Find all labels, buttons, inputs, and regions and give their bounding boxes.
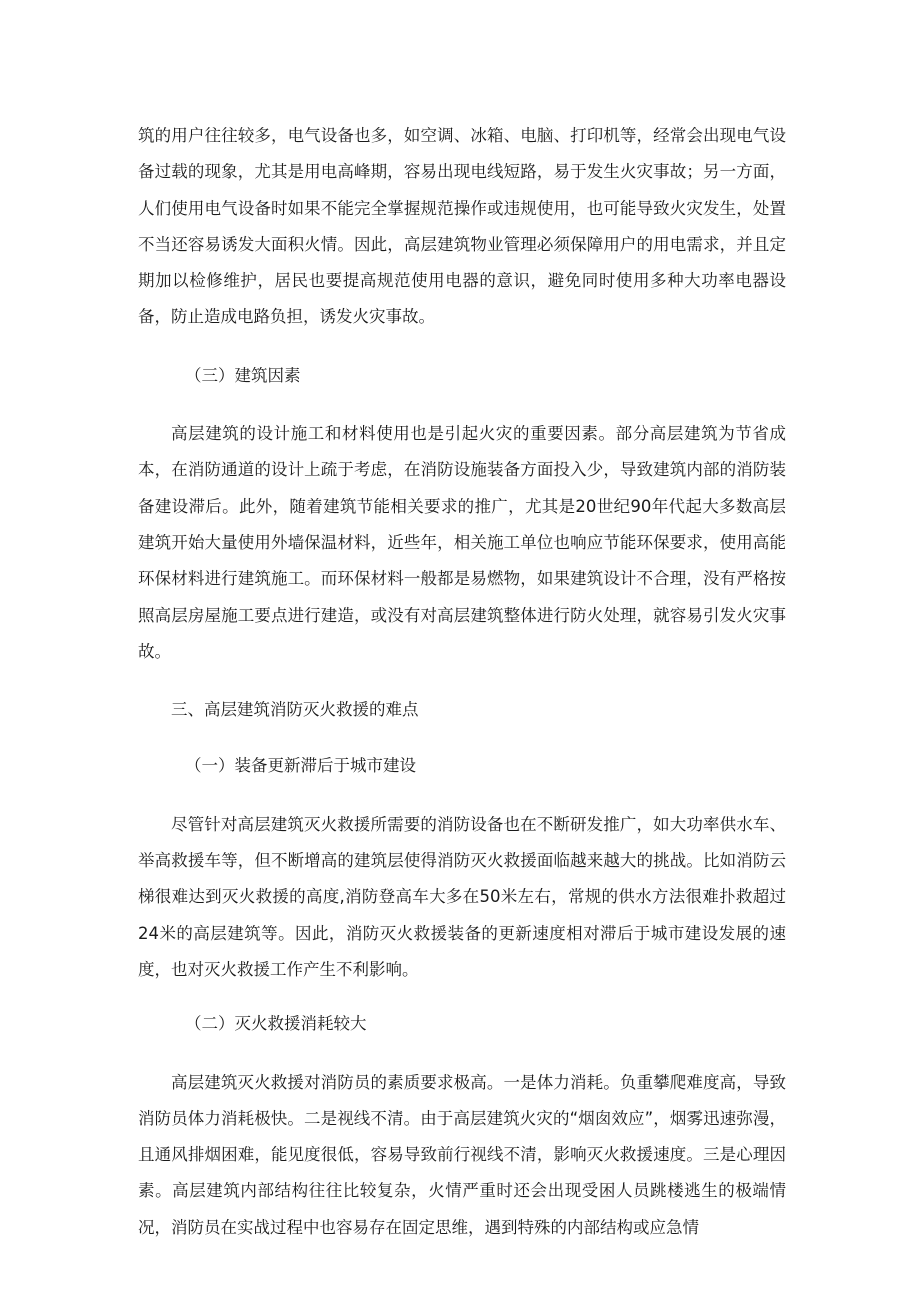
- subheading-building-factors: （三）建筑因素: [185, 365, 301, 385]
- section-heading-difficulties: 三、高层建筑消防灭火救援的难点: [171, 700, 419, 720]
- subheading-high-consumption: （二）灭火救援消耗较大: [185, 1014, 367, 1034]
- paragraph-equipment-lag: 尽管针对高层建筑灭火救援所需要的消防设备也在不断研发推广，如大功率供水车、举高救援车等，但不断增高的建筑层使得消防灭火救援面临越来越大的挑战。比如消防云梯很难达到灭火救援的高度,消防登高车大多在50米左右，常规的供水方法很难扑救超过24米的高层建筑等。因此，消防灭火救援装备的更新速度相对滞后于城市建设发展的速度，也对灭火救援工作产生不利影响。: [138, 814, 786, 979]
- paragraph-high-consumption: 高层建筑灭火救援对消防员的素质要求极高。一是体力消耗。负重攀爬难度高，导致消防员体力消耗极快。二是视线不清。由于高层建筑火灾的“烟囱效应”，烟雾迅速弥漫，且通风排烟困难，能见度很低，容易导致前行视线不清，影响灭火救援速度。三是心理因素。高层建筑内部结构往往比较复杂，火情严重时还会出现受困人员跳楼逃生的极端情况，消防员在实战过程中也容易存在固定思维，遇到特殊的内部结构或应急情: [138, 1072, 786, 1237]
- paragraph-electrical-equipment: 筑的用户往往较多，电气设备也多，如空调、冰箱、电脑、打印机等，经常会出现电气设备过载的现象，尤其是用电高峰期，容易出现电线短路，易于发生火灾事故；另一方面，人们使用电气设备时如果不能完全掌握规范操作或违规使用，也可能导致火灾发生，处置不当还容易诱发大面积火情。因此，高层建筑物业管理必须保障用户的用电需求，并且定期加以检修维护，居民也要提高规范使用电器的意识，避免同时使用多种大功率电器设备，防止造成电路负担，诱发火灾事故。: [138, 126, 786, 327]
- paragraph-building-factors: 高层建筑的设计施工和材料使用也是引起火灾的重要因素。部分高层建筑为节省成本，在消防通道的设计上疏于考虑，在消防设施装备方面投入少，导致建筑内部的消防装备建设滞后。此外，随着建筑节能相关要求的推广，尤其是20世纪90年代起大多数高层建筑开始大量使用外墙保温材料，近些年，相关施工单位也响应节能环保要求，使用高能环保材料进行建筑施工。而环保材料一般都是易燃物，如果建筑设计不合理，没有严格按照高层房屋施工要点进行建造，或没有对高层建筑整体进行防火处理，就容易引发火灾事故。: [138, 424, 786, 661]
- subheading-equipment-lag: （一）装备更新滞后于城市建设: [185, 756, 416, 776]
- document-body: [138, 118, 786, 1246]
